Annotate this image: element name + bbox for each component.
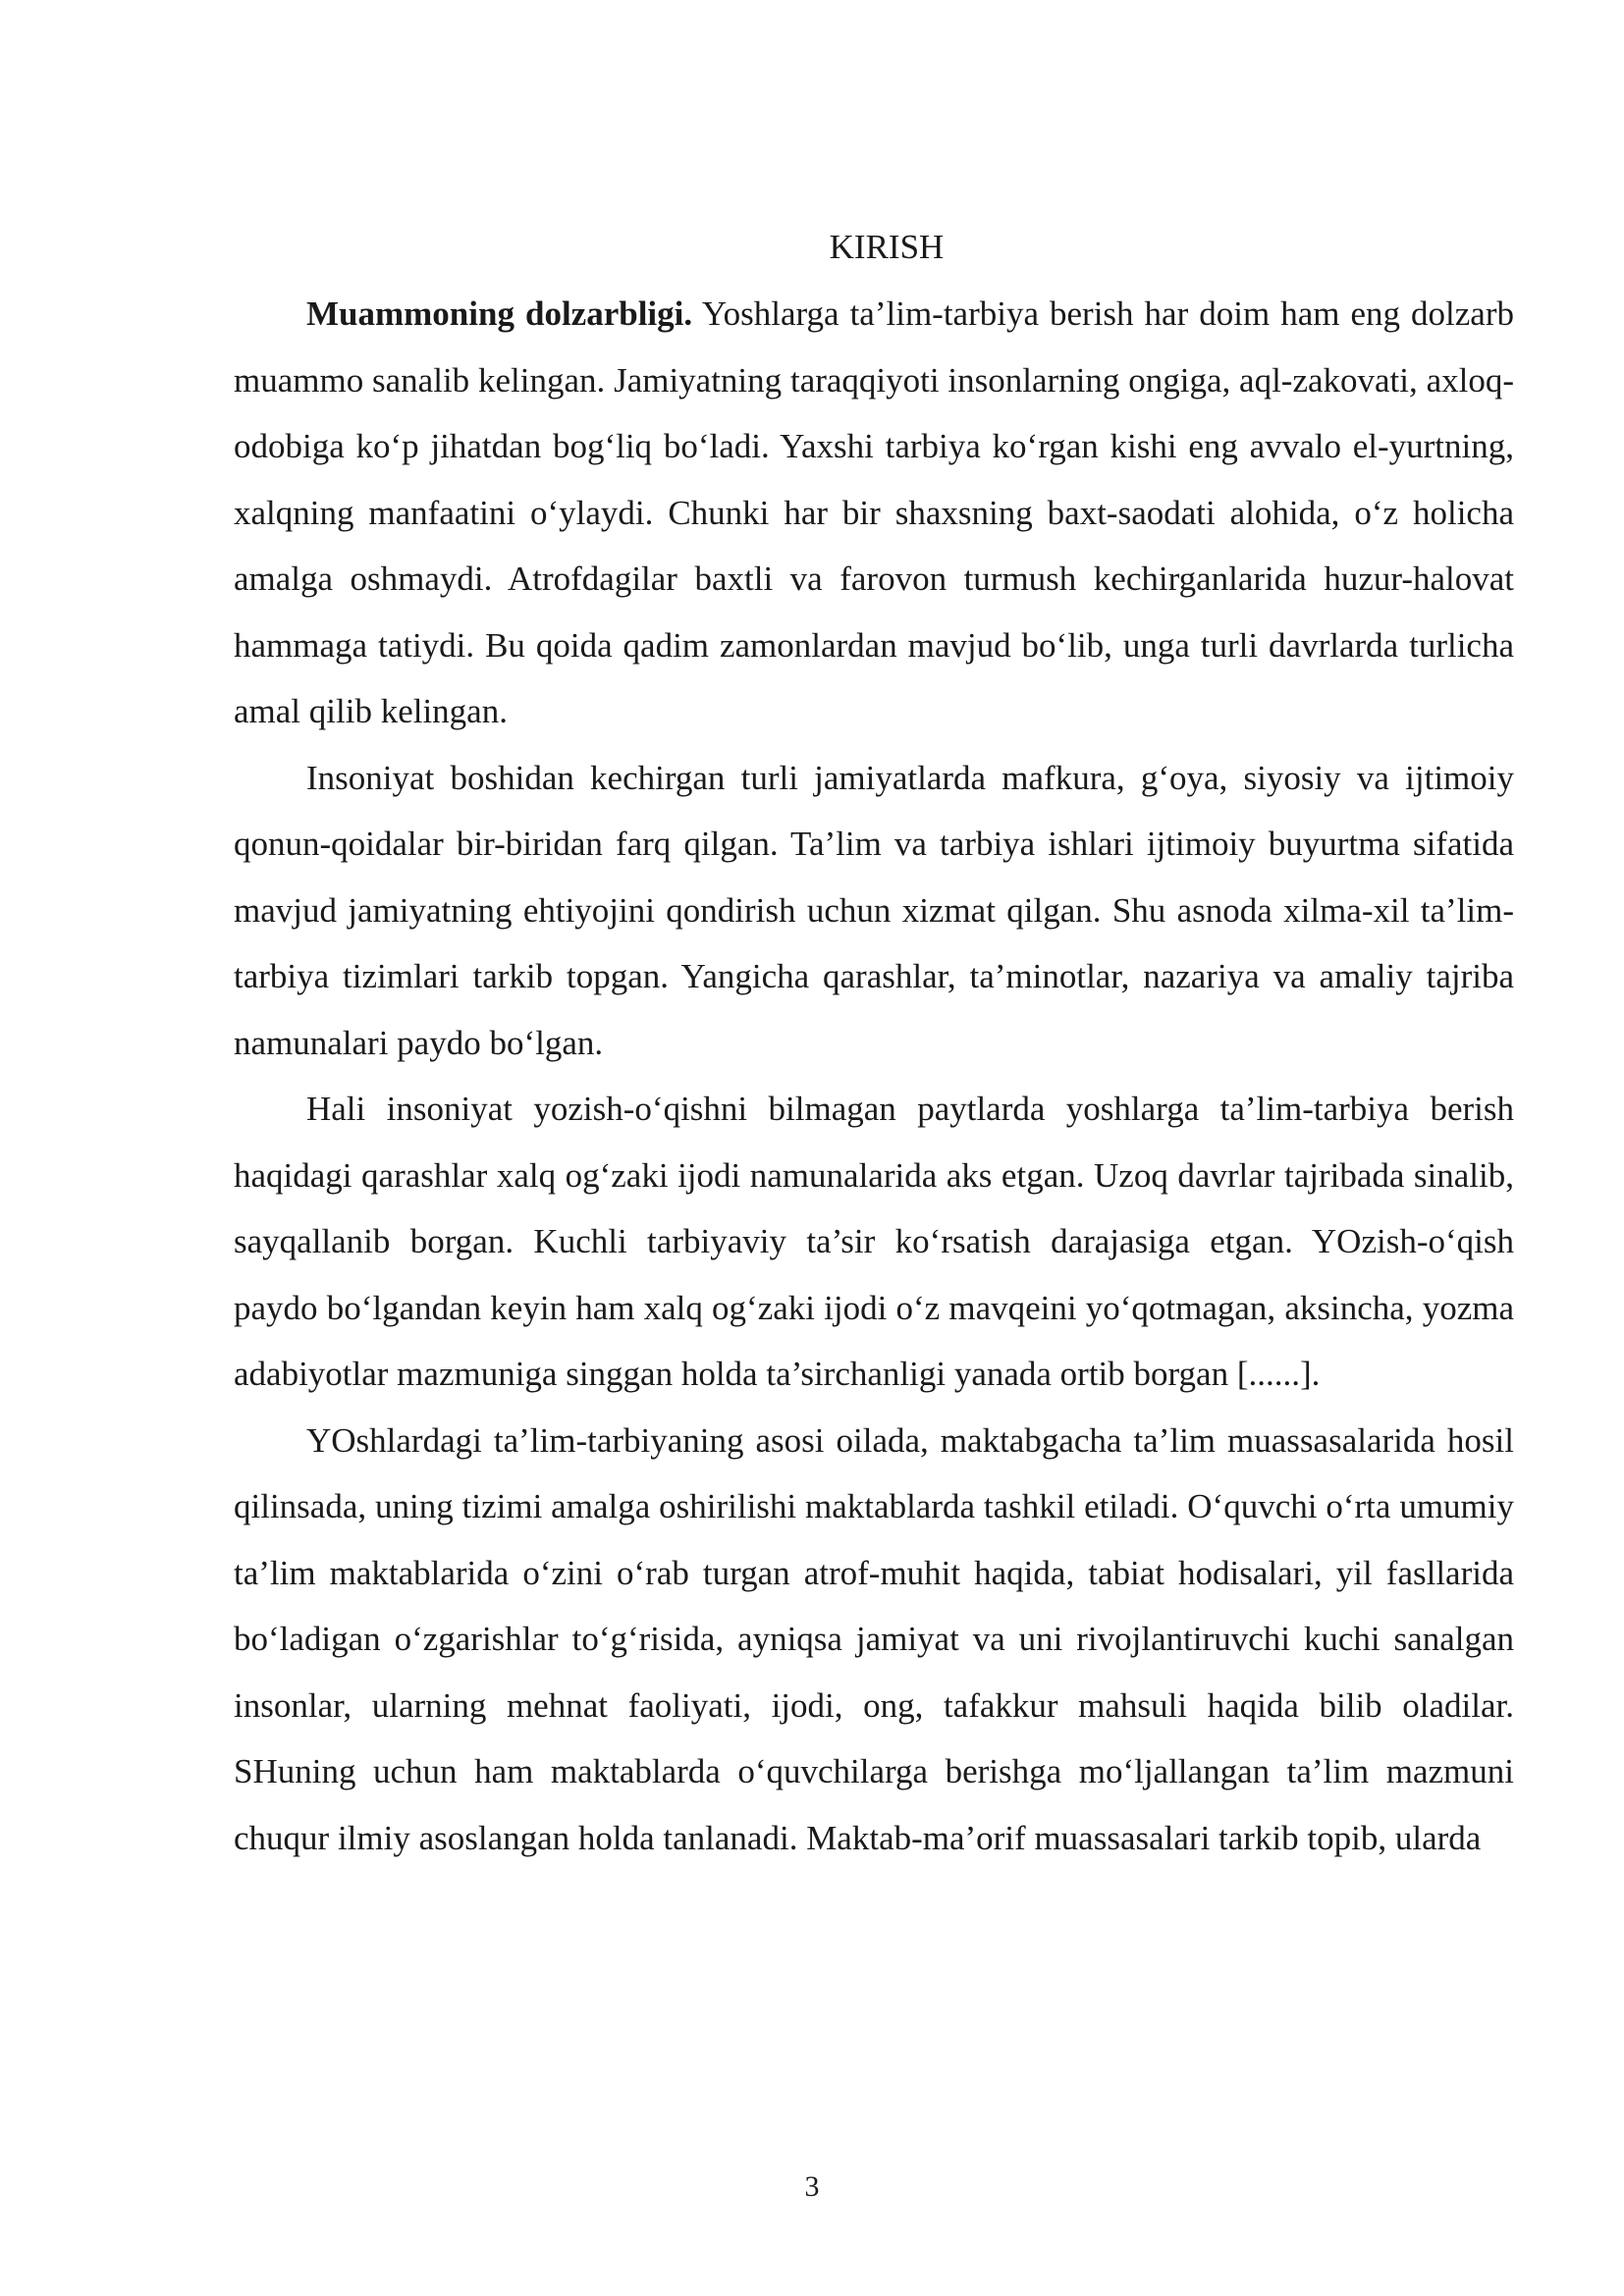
document-body: [234, 214, 1514, 1871]
paragraph-lead: Muammoning dolzarbligi.: [306, 294, 693, 333]
paragraph-4: YOshlardagi ta’lim-tarbiyaning asosi oilada, maktabgacha ta’lim muassasalarida hosil qilinsada, uning tizimi amalga oshirilishi maktablarda tashkil etiladi. O‘quvchi o‘rta umumiy ta’lim maktablarida o‘zini o‘rab turgan atrof-muhit haqida, tabiat hodisalari, yil fasllarida bo‘ladigan o‘zgarishlar to‘g‘risida, ayniqsa jamiyat va uni rivojlantiruvchi kuchi sanalgan insonlar, ularning mehnat faoliyati, ijodi, ong, tafakkur mahsuli haqida bilib oladilar. SHuning uchun ham maktablarda o‘quvchilarga berishga mo‘ljallangan ta’lim mazmuni chuqur ilmiy asoslangan holda tanlanadi. Maktab-ma’orif muassasalari tarkib topib, ularda: [234, 1420, 1514, 1857]
paragraph-2: Insoniyat boshidan kechirgan turli jamiyatlarda mafkura, g‘oya, siyosiy va ijtimoiy qonun-qoidalar bir-biridan farq qilgan. Ta’lim va tarbiya ishlari ijtimoiy buyurtma sifatida mavjud jamiyatning ehtiyojini qondirish uchun xizmat qilgan. Shu asnoda xilma-xil ta’lim-tarbiya tizimlari tarkib topgan. Yangicha qarashlar, ta’minotlar, nazariya va amaliy tajriba namunalari paydo bo‘lgan.: [234, 758, 1514, 1062]
page-number: 3: [804, 2170, 820, 2203]
section-heading: KIRISH: [829, 228, 945, 266]
paragraph-1: [234, 281, 1514, 745]
paragraph-3: Hali insoniyat yozish-o‘qishni bilmagan paytlarda yoshlarga ta’lim-tarbiya berish haqidagi qarashlar xalq og‘zaki ijodi namunalarida aks etgan. Uzoq davrlar tajribada sinalib, sayqallanib borgan. Kuchli tarbiyaviy ta’sir ko‘rsatish darajasiga etgan. YOzish-o‘qish paydo bo‘lgandan keyin ham xalq og‘zaki ijodi o‘z mavqeini yo‘qotmagan, aksincha, yozma adabiyotlar mazmuniga singgan holda ta’sirchanligi yanada ortib borgan [......].: [234, 1090, 1514, 1393]
paragraph-text: Yoshlarga ta’lim-tarbiya berish har doim ham eng dolzarb muammo sanalib kelingan. Jamiyatning taraqqiyoti insonlarning ongiga, aql-zakovati, axloq-odobiga ko‘p jihatdan bog‘liq bo‘ladi. Yaxshi tarbiya ko‘rgan kishi eng avvalo el-yurtning, xalqning manfaatini o‘ylaydi. Chunki har bir shaxsning baxt-saodati alohida, o‘z holicha amalga oshmaydi. Atrofdagilar baxtli va farovon turmush kechirganlarida huzur-halovat hammaga tatiydi. Bu qoida qadim zamonlardan mavjud bo‘lib, unga turli davrlarda turlicha amal qilib kelingan.: [234, 294, 1514, 730]
